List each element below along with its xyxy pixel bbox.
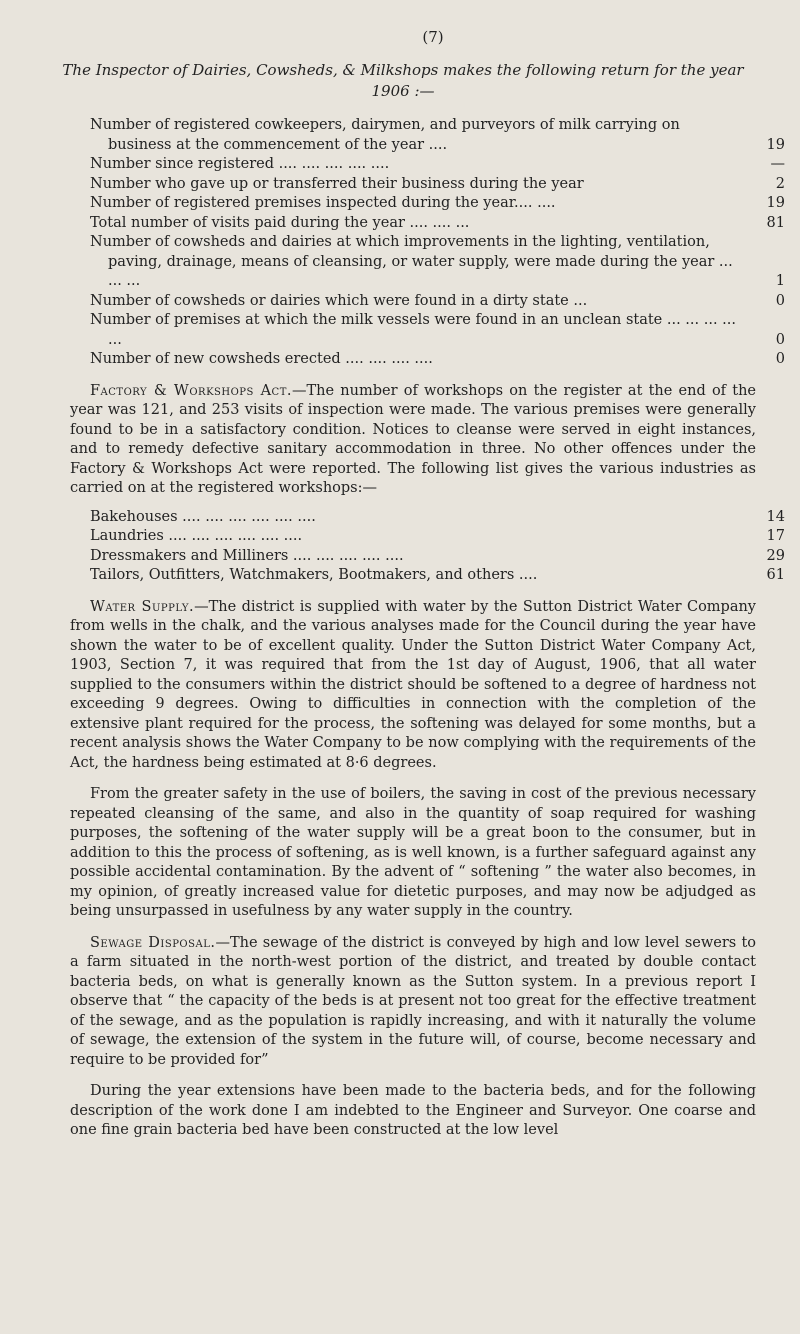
row-value: 19 [766,195,785,211]
row-label: Tailors, Outfitters, Watchmakers, Bootmakers, and others .... [90,567,538,583]
dairy-row [90,116,785,155]
factory-text: —The number of workshops on the register at the end of the year was 121, and 253 visits of inspection were made. The various premises were generally found to be in a satisfactory condition. Notices to cleanse were served in eight instances, and to remedy defective sanitary accommodation in three. No other offences under the Factory & Workshops Act were reported. The following list gives the various industries as carried on at the registered workshops:— [70,382,756,496]
workshops-table [90,508,785,586]
row-label: Number of cowsheds and dairies at which improvements in the lighting, ventilation, paving, drainage, means of cleansing, or water supply, were made during the year ... ... ... [90,234,733,289]
dairy-row [90,233,785,292]
water-heading: Water Supply. [90,598,195,615]
row-label: Laundries .... .... .... .... .... .... [90,528,303,544]
row-value: 0 [775,351,785,367]
row-label: Dressmakers and Milliners .... .... .... .... .... [90,547,404,564]
row-value: 17 [766,528,785,544]
dairy-row [90,155,785,175]
row-value: 1 [775,273,785,289]
row-label: Bakehouses .... .... .... .... .... .... [90,508,316,525]
row-label: Number who gave up or transferred their business during the year [90,175,584,192]
workshop-row [90,508,785,528]
workshop-row [90,566,785,586]
dairy-row [90,350,785,370]
workshop-row [90,547,785,567]
row-value: 14 [766,508,785,525]
extensions-paragraph: During the year extensions have been made to the bacteria beds, and for the following description of the work done I am indebted to the Engineer and Surveyor. One coarse and one fine grain bacteria bed have been constructed at the low level [70,1083,756,1138]
row-value: 0 [775,331,785,348]
row-label: Number of cowsheds or dairies which were found in a dirty state ... [90,292,588,309]
dairy-return-table [90,116,785,370]
row-value: 61 [766,567,785,583]
row-label: Number of registered premises inspected during the year.... .... [90,195,556,211]
row-value: 0 [775,292,785,309]
row-value: 29 [766,547,785,564]
factory-paragraph [70,382,756,499]
intro-heading: The Inspector of Dairies, Cowsheds, & Milkshops makes the following return for the year 1906 :— [62,61,744,100]
factory-heading: Factory & Workshops Act. [90,382,292,399]
dairy-row [90,292,785,312]
water-text: —The district is supplied with water by the Sutton District Water Company from wells in the chalk, and the various analyses made for the Council during the year have shown the water to be of excellent quality. Under the Sutton District Water Company Act, 1903, Section 7, it was required that from the 1st day of August, 1906, that all water supplied to the consumers within the district should be softened to a degree of hardness not exceeding 9 degrees. Owing to difficulties in connection with the completion of the extensive plant required for the process, the softening was delayed for some months, but a recent analysis shows the Water Company to be now complying with the requirements of the Act, the hardness being estimated at 8·6 degrees. [70,598,757,771]
page-number: (7) [422,28,444,46]
dairy-row [90,311,785,350]
dairy-row [90,194,785,214]
row-value: — [770,156,785,172]
dairy-row [90,175,785,195]
workshop-row [90,527,785,547]
row-value: 81 [766,214,785,231]
row-label: Number of new cowsheds erected .... .... .... .... [90,351,433,367]
boilers-paragraph: From the greater safety in the use of boilers, the saving in cost of the previous necessary repeated cleansing of the same, and also in the quantity of soap required for washing purposes, the softening of the water supply will be a great boon to the consumer, but in addition to this the process of softening, as is well known, is a further safeguard against any possible accidental contamination. By the advent of “ softening ” the water also becomes, in my opinion, of greatly increased value for dietetic purposes, and may now be adjudged as being unsurpassed in usefulness by any water supply in the country. [70,786,756,919]
row-label: Number since registered .... .... .... .... .... [90,156,390,172]
sewage-text: —The sewage of the district is conveyed by high and low level sewers to a farm situated in the north-west portion of the district, and treated by double contact bacteria beds, on what is generally known as the Sutton system. In a previous report I observe that “ the capacity of the beds is at present not too great for the effective treatment of the sewage, and as the population is rapidly increasing, and with it naturally the volume of sewage, the extension of the system in the future will, of course, become necessary and require to be provided for” [70,934,757,1068]
dairy-row [90,214,785,234]
row-value: 19 [766,136,785,153]
row-value: 2 [775,175,785,192]
row-label: Number of registered cowkeepers, dairymen, and purveyors of milk carrying on business at the commencement of the year .... [90,117,680,153]
water-paragraph [70,598,756,774]
row-label: Total number of visits paid during the year .... .... ... [90,214,470,231]
sewage-paragraph [70,934,756,1071]
sewage-heading: Sewage Disposal. [90,934,216,951]
row-label: Number of premises at which the milk vessels were found in an unclean state ... ... ... ... ... [90,312,737,348]
